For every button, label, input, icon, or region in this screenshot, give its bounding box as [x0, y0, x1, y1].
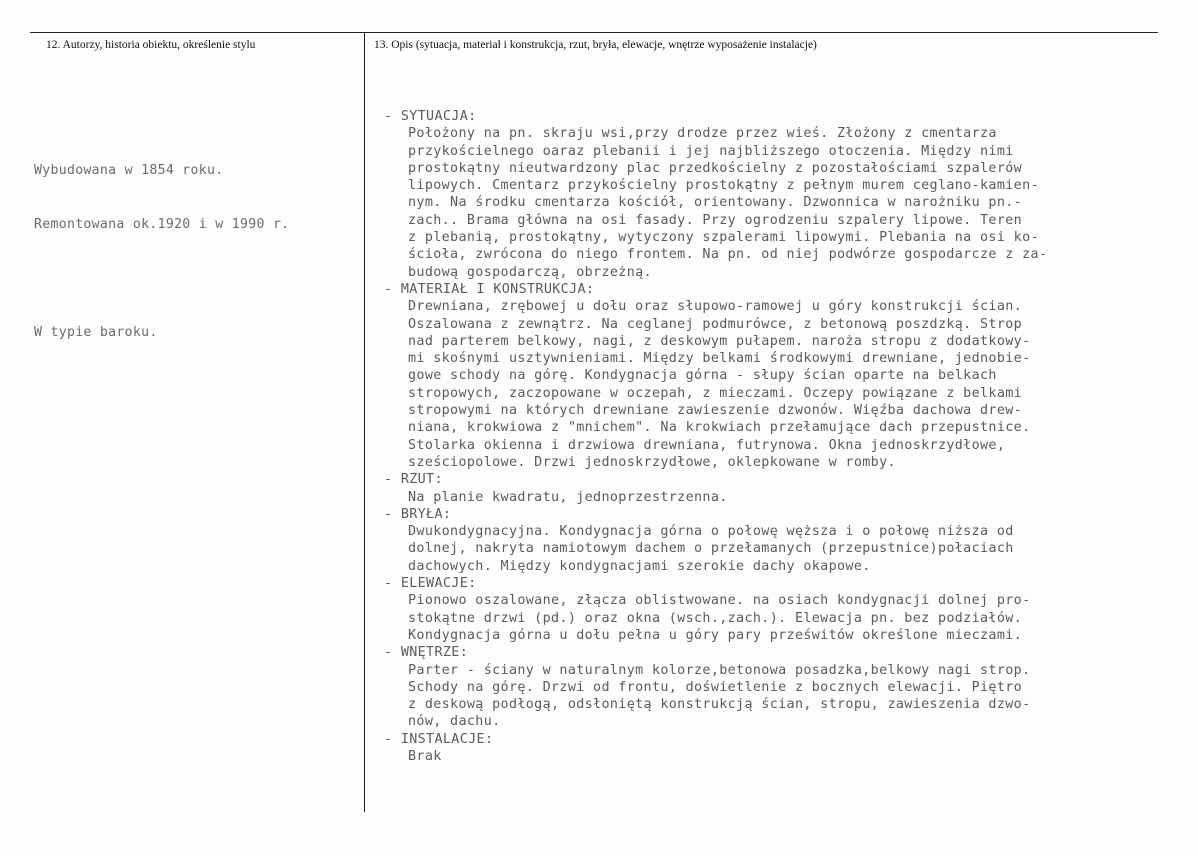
text-line: Pionowo oszalowane, złącza oblistwowane. na osiach kondygnacji dolnej pro-	[408, 593, 1031, 609]
section-13-heading: 13. Opis (sytuacja, materiał i konstrukcja, rzut, bryła, elewacje, wnętrze wyposażenie instalacje)	[374, 39, 817, 51]
text-line: dachowych. Między kondygnacjami szerokie dachy okapowe.	[408, 558, 871, 574]
section-heading: - MATERIAŁ I KONSTRUKCJA:	[384, 281, 595, 297]
text-line: Brak	[408, 748, 442, 764]
text-line: Na planie kwadratu, jednoprzestrzenna.	[408, 489, 728, 505]
text-line: niana, krokwiowa z "mnichem". Na krokwiach przełamujące dach przepustnice.	[408, 420, 1031, 436]
section-heading: - RZUT:	[384, 472, 443, 488]
section-body	[384, 662, 1047, 731]
text-line: przykościelnego oaraz plebanii i jej najbliższego otoczenia. Między nimi	[408, 143, 1014, 159]
text-line: Położony na pn. skraju wsi,przy drodze przez wieś. Złożony z cmentarza	[408, 126, 997, 142]
text-line: stropowymi na których drewniane zawieszenie dzwonów. Więźba dachowa drew-	[408, 403, 1023, 419]
text-line: nym. Na środku cmentarza kościół, orientowany. Dzwonnica w narożniku pn.-	[408, 195, 1023, 211]
section-rzut	[384, 471, 1047, 506]
history-column	[34, 126, 289, 360]
column-divider	[364, 32, 365, 812]
history-line: Wybudowana w 1854 roku.	[34, 163, 224, 178]
section-instalacje	[384, 731, 1047, 766]
text-line: nów, dachu.	[408, 714, 501, 730]
section-sytuacja	[384, 108, 1047, 281]
text-line: prostokątny nieutwardzony plac przedkościelny z pozostałościami szpalerów	[408, 160, 1023, 176]
section-heading: - BRYŁA:	[384, 506, 452, 522]
text-line: lipowych. Cmentarz przykościelny prostokątny z pełnym murem ceglano-kamien-	[408, 178, 1039, 194]
section-bryla	[384, 506, 1047, 575]
text-line: dolnej, nakryta namiotowym dachem o przełamanych (przepustnice)połaciach	[408, 541, 1014, 557]
text-line: z plebanią, prostokątny, wytyczony szpalerami lipowymi. Plebania na osi ko-	[408, 230, 1039, 246]
section-heading: - WNĘTRZE:	[384, 645, 469, 661]
text-line: budową gospodarczą, obrzeżną.	[408, 264, 652, 280]
section-12-heading: 12. Autorzy, historia obiektu, określenie stylu	[46, 39, 256, 51]
top-rule	[30, 32, 1158, 33]
text-line: stropowych, zaczopowane w oczepah, z mieczami. Oczepy powiązane z belkami	[408, 385, 1023, 401]
section-body	[384, 592, 1047, 644]
text-line: Schody na górę. Drzwi od frontu, doświetlenie z bocznych elewacji. Piętro	[408, 679, 1023, 695]
text-line: z deskową podłogą, odsłoniętą konstrukcją ścian, stropu, zawieszenia dzwo-	[408, 697, 1031, 713]
text-line: Stolarka okienna i drzwiowa drewniana, futrynowa. Okna jednoskrzydłowe,	[408, 437, 1006, 453]
description-column	[384, 108, 1047, 765]
text-line: Dwukondygnacyjna. Kondygnacja górna o połowę węższa i o połowę niższa od	[408, 524, 1014, 540]
history-line: W typie baroku.	[34, 325, 158, 340]
text-line: gowe schody na górę. Kondygnacja górna - słupy ścian oparte na belkach	[408, 368, 997, 384]
text-line: mi skośnymi usztywnieniami. Między belkami środkowymi drewniane, jednobie-	[408, 351, 1031, 367]
text-line: zach.. Brama główna na osi fasady. Przy ogrodzeniu szpalery lipowe. Teren	[408, 212, 1023, 228]
history-line	[34, 270, 289, 288]
history-line: Remontowana ok.1920 i w 1990 r.	[34, 217, 290, 232]
section-body	[384, 489, 1047, 506]
text-line: Oszalowana z zewnątrz. Na ceglanej podmurówce, z betonową poszdzką. Strop	[408, 316, 1023, 332]
text-line: ścioła, zwrócona do niego frontem. Na pn. od niej podwórze gospodarcze z za-	[408, 247, 1048, 263]
text-line: Drewniana, zrębowej u dołu oraz słupowo-ramowej u góry konstrukcji ścian.	[408, 299, 1023, 315]
section-wnetrze	[384, 644, 1047, 730]
section-body	[384, 748, 1047, 765]
section-body	[384, 523, 1047, 575]
section-heading: - SYTUACJA:	[384, 109, 477, 124]
text-line: stokątne drzwi (pd.) oraz okna (wsch.,zach.). Elewacja pn. bez podziałów.	[408, 610, 1023, 626]
text-line: sześciopolowe. Drzwi jednoskrzydłowe, oklepkowane w romby.	[408, 454, 896, 470]
text-line: Parter - ściany w naturalnym kolorze,betonowa posadzka,belkowy nagi strop.	[408, 662, 1031, 678]
section-heading: - INSTALACJE:	[384, 731, 494, 747]
section-body	[384, 298, 1047, 471]
section-body	[384, 125, 1047, 281]
section-elewacje	[384, 575, 1047, 644]
section-heading: - ELEWACJE:	[384, 576, 477, 592]
text-line: nad parterem belkowy, nagi, z deskowym pułapem. naroża stropu z dodatkowy-	[408, 333, 1031, 349]
section-material-konstrukcja	[384, 281, 1047, 471]
text-line: Kondygnacja górna u dołu pełna u góry pary prześwitów określone mieczami.	[408, 627, 1023, 643]
